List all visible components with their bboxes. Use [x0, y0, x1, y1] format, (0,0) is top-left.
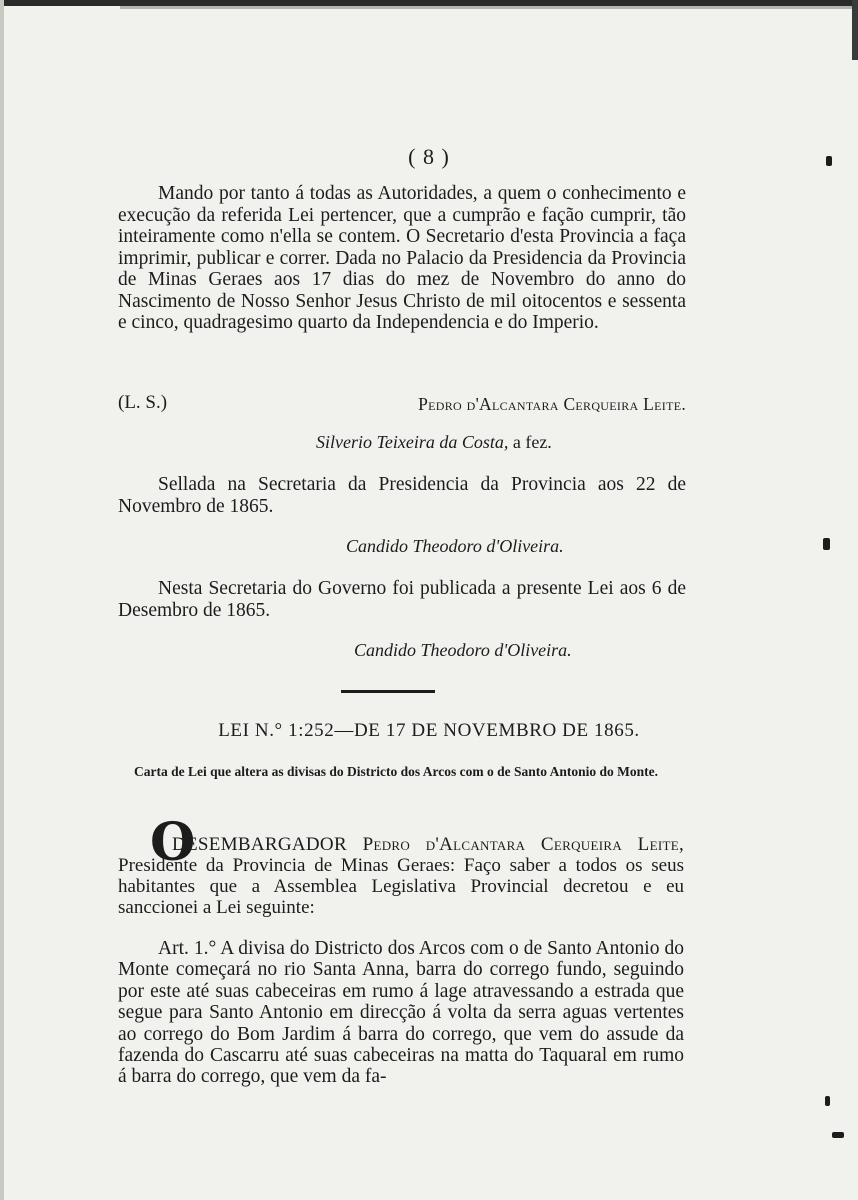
- article-1-block: [118, 938, 684, 1088]
- decree-paragraph: [118, 834, 684, 918]
- clerk-name: Silverio Teixeira da Costa,: [316, 432, 509, 452]
- law-title: LEI N.° 1:252—DE 17 DE NOVEMBRO DE 1865.: [218, 720, 640, 741]
- article-1: Art. 1.° A divisa do Districto dos Arcos com o de Santo Antonio do Monte começará no rio Santa Anna, barra do corrego fundo, seguindo por este até suas cabeceiras em rumo á lage atravessando a estrada que segue para Santo Antonio em direcção á volta da serra aguas vertentes ao corrego do Bom Jardim á barra do corrego, que vem do assude da fazenda do Cascarru até suas cabeceiras na matta do Taquaral em rumo á barra do corrego, que vem da fa-: [118, 938, 684, 1088]
- ink-blot: [825, 1096, 830, 1106]
- sealed-paragraph-block: [118, 474, 686, 517]
- decree-drop-cap: O: [150, 812, 196, 873]
- seal-mark: (L. S.): [118, 392, 168, 413]
- published-paragraph-block: [118, 578, 686, 621]
- signer-name: Pedro d'Alcantara Cerqueira Leite.: [418, 394, 686, 414]
- ink-blot: [823, 538, 830, 550]
- decree-name: DESEMBARGADOR Pedro d'Alcantara Cerqueira Leite,: [172, 834, 684, 855]
- opening-paragraph-block: [118, 183, 686, 334]
- scan-left-edge: [0, 0, 4, 1200]
- scan-top-shadow: [120, 6, 858, 9]
- opening-paragraph: Mando por tanto á todas as Autoridades, a quem o conhecimento e execução da referida Lei pertencer, que a cumprão e fação cumprir, tão inteiramente como n'ella se contem. O Secretario d'esta Provincia a faça imprimir, publicar e correr. Dada no Palacio da Presidencia da Provincia de Minas Geraes aos 17 dias do mez de Novembro do anno do Nascimento de Nosso Senhor Jesus Christo de mil oitocentos e sessenta e cinco, quadragesimo quarto da Independencia e do Imperio.: [118, 183, 686, 333]
- decree-text: Presidente da Provincia de Minas Geraes: Faço saber a todos os seus habitantes que a Assemblea Legislativa Provincial decretou e eu sanccionei a Lei seguinte:: [118, 855, 684, 918]
- sealed-signature: Candido Theodoro d'Oliveira.: [346, 536, 564, 556]
- page-number: ( 8 ): [408, 144, 450, 169]
- clerk-suffix: a fez.: [512, 432, 552, 452]
- ink-blot: [832, 1132, 844, 1138]
- published-paragraph: Nesta Secretaria do Governo foi publicada a presente Lei aos 6 de Desembro de 1865.: [118, 578, 686, 621]
- scan-right-edge: [852, 0, 858, 60]
- seal-line: [118, 392, 686, 414]
- law-summary: Carta de Lei que altera as divisas do Districto dos Arcos com o de Santo Antonio do Monte.: [133, 764, 658, 779]
- published-signature: Candido Theodoro d'Oliveira.: [354, 640, 572, 660]
- clerk-line: [316, 432, 552, 453]
- sealed-paragraph: Sellada na Secretaria da Presidencia da Provincia aos 22 de Novembro de 1865.: [118, 474, 686, 517]
- section-divider: [341, 690, 435, 693]
